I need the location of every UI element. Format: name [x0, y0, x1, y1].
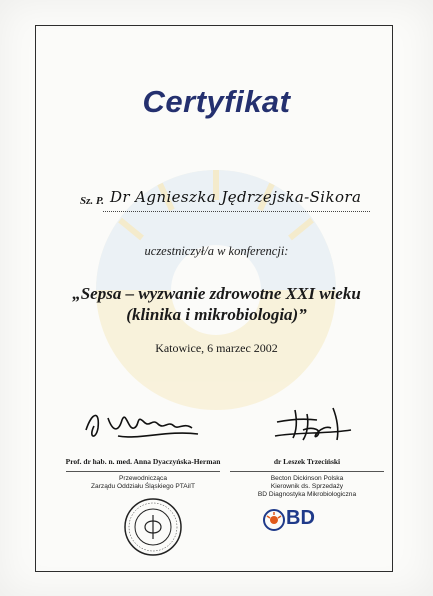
seal-logo [123, 497, 183, 557]
signatory-company-right: Becton Dickinson Polska [270, 475, 344, 482]
place-and-date: Katowice, 6 marzec 2002 [155, 341, 278, 355]
signatory-role-right: Kierownik ds. Sprzedaży [270, 483, 344, 490]
signature-block-right [222, 400, 392, 499]
recipient-name: Dr Agnieszka Jędrzejska-Sikora [110, 188, 362, 206]
signatory-desc-right [222, 475, 392, 499]
signature-rule-right [230, 471, 384, 472]
handwritten-signature-right [247, 400, 367, 448]
signatory-name-left: Prof. dr hab. n. med. Anna Dyaczyńska-Herman [65, 457, 221, 466]
signatory-org-left: Zarządu Oddziału Śląskiego PTAiIT [91, 483, 195, 490]
conference-title-line1: „Sepsa – wyzwanie zdrowotne XXI wieku [72, 284, 361, 303]
certificate-title: Certyfikat [142, 84, 291, 119]
signature-block-left [58, 400, 228, 491]
recipient-dotted-line [103, 211, 370, 212]
conference-title [0, 283, 433, 325]
signatory-role-left: Przewodnicząca [118, 475, 167, 482]
signatory-name-right: dr Leszek Trzeciński [273, 457, 341, 466]
signatory-division-right: BD Diagnostyka Mikrobiologiczna [257, 491, 357, 498]
bd-logo-text: BD [286, 507, 315, 529]
recipient-row [80, 190, 370, 216]
participation-text: uczestniczył/a w konferencji: [144, 244, 289, 258]
conference-title-line2: (klinika i mikrobiologia)” [126, 305, 307, 324]
recipient-prefix: Sz. P. [80, 195, 104, 207]
signature-rule-left [66, 471, 220, 472]
signatory-desc-left [58, 475, 228, 491]
handwritten-signature-left [78, 400, 208, 448]
